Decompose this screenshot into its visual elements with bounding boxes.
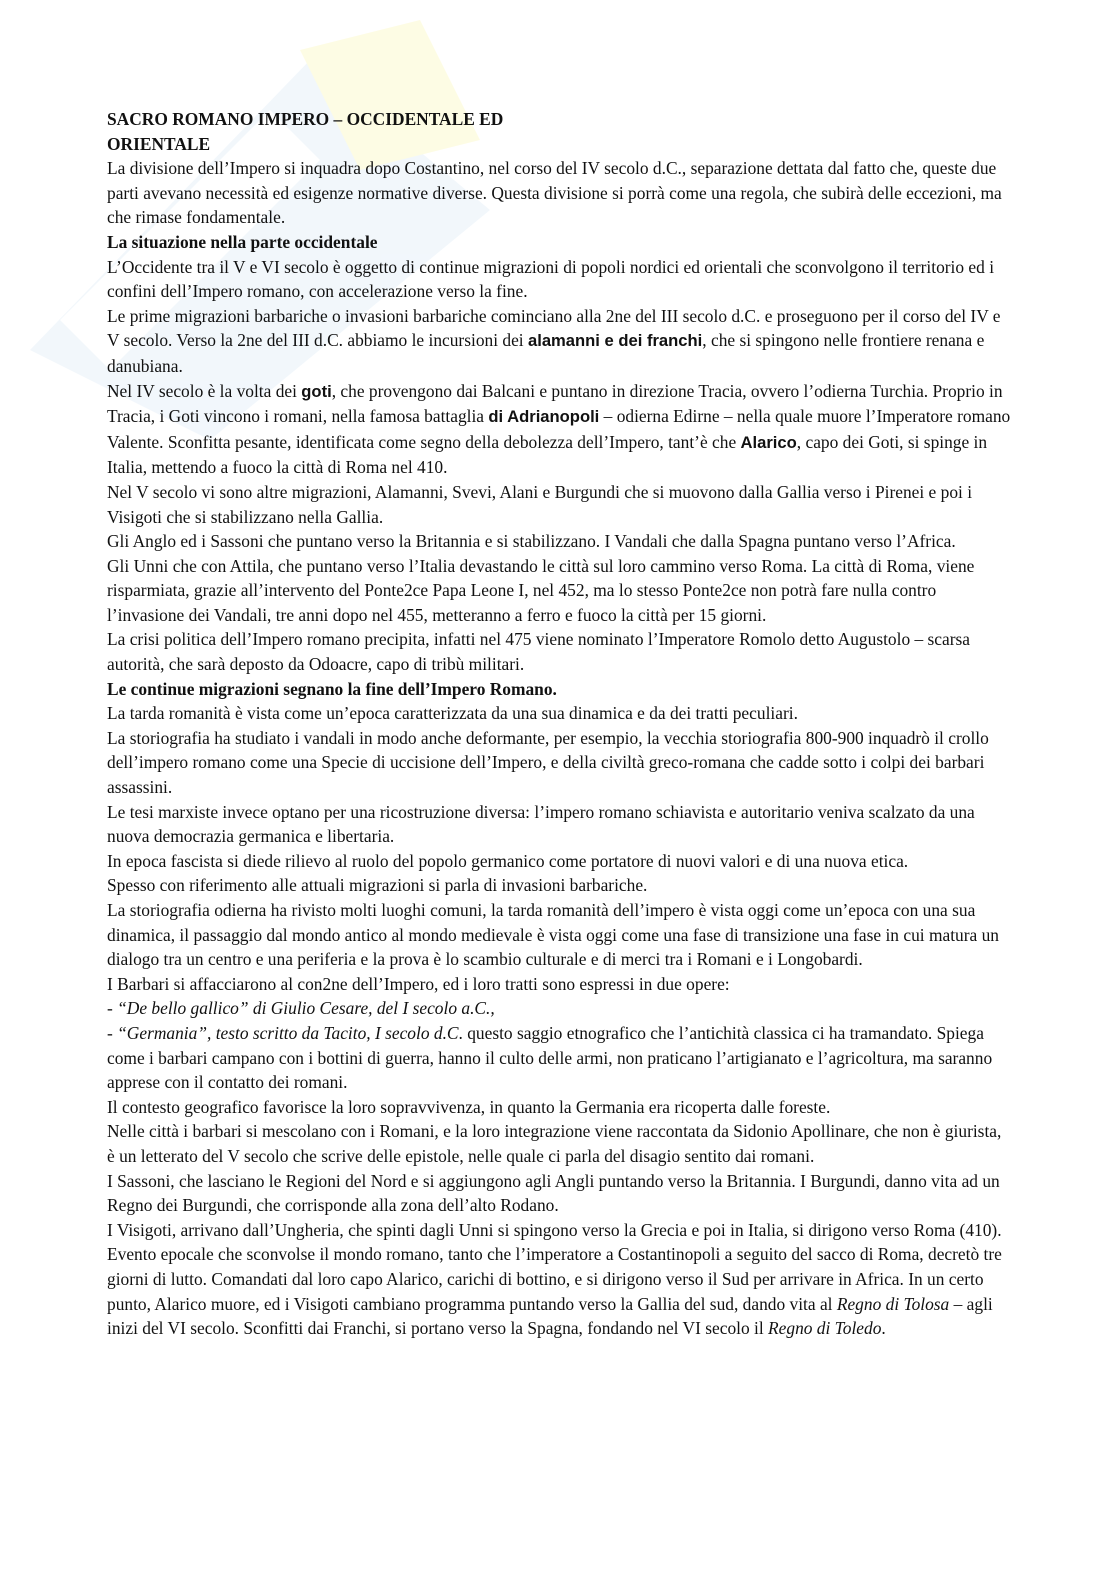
emphasis-goti: goti bbox=[301, 381, 332, 401]
emphasis-adrianopoli: di Adrianopoli bbox=[488, 407, 600, 427]
emphasis-alarico: Alarico bbox=[740, 432, 797, 452]
paragraph-integration: Nelle città i barbari si mescolano con i Romani, e la loro integrazione viene raccontata da Sidonio Apollinare, che non è giurista, è un letterato del V secolo che scrive delle epistole, nelle quale ci parla del disagio sentito dai romani. bbox=[107, 1121, 1002, 1166]
paragraph-fifth-century: Nel V secolo vi sono altre migrazioni, Alamanni, Svevi, Alani e Burgundi che si muovono dalla Gallia verso i Pirenei e poi i Visigoti che si stabilizzano nella Gallia. bbox=[107, 481, 973, 527]
paragraph-historiography: La storiografia ha studiato i vandali in modo anche deformante, per esempio, la vecchia storiografia 800-900 inquadrò il crollo dell’impero romano come una Specie di uccisione dell’Impero, e della civiltà greco-romana che cadde sotto i colpi dei barbari assassini. bbox=[107, 727, 989, 798]
paragraph-first-invasions: Le prime migrazioni barbariche o invasioni barbariche cominciano alla 2ne del III secolo d.C. e proseguono per il corso del IV e V secolo. Verso la 2ne del III d.C. abbiamo le incursioni dei alamanni e dei franchi, che si spingono nelle frontiere renana e danubiana. bbox=[107, 305, 1001, 376]
heading-western-situation: La situazione nella parte occidentale bbox=[107, 231, 378, 252]
document-page bbox=[107, 107, 1012, 1341]
paragraph-barbarians-works: I Barbari si affacciarono al con2ne dell’Impero, ed i loro tratti sono espressi in due opere: bbox=[107, 973, 730, 994]
document-title-line-1: SACRO ROMANO IMPERO – OCCIDENTALE ED bbox=[107, 109, 504, 129]
paragraph-current-migrations: Spesso con riferimento alle attuali migrazioni si parla di invasioni barbariche. bbox=[107, 875, 648, 896]
paragraph-division: La divisione dell’Impero si inquadra dopo Costantino, nel corso del IV secolo d.C., separazione dettata dal fatto che, queste due parti avevano necessità ed esigenze normative diverse. Questa divisione si porrà come una regola, che subirà delle eccezioni, ma che rimase fondamentale. bbox=[107, 158, 1002, 228]
emphasis-alamanni-franchi: alamanni e dei franchi bbox=[527, 331, 703, 351]
paragraph-visigoths: I Visigoti, arrivano dall’Ungheria, che spinti dagli Unni si spingono verso la Grecia e poi in Italia, si dirigono verso Roma (410). Evento epocale che sconvolse il mondo romano, tanto che l’imperatore a Costantinopoli a seguito del sacco di Roma, decretò tre giorni di lutto. Comandati dal loro capo Alarico, carichi di bottino, e si dirigono verso il Sud per arrivare in Africa. In un certo punto, Alarico muore, ed i Visigoti cambiano programma puntando verso la Gallia del sud, dando vita al Regno di Tolosa – agli inizi del VI secolo. Sconfitti dai Franchi, si portano verso la Spagna, fondando nel VI secolo il Regno di Toledo. bbox=[107, 1219, 1002, 1339]
paragraph-late-roman: La tarda romanità è vista come un’epoca caratterizzata da una sua dinamica e da dei tratti peculiari. bbox=[107, 703, 798, 724]
paragraph-marxist: Le tesi marxiste invece optano per una ricostruzione diversa: l’impero romano schiavista e autoritario veniva scalzato da una nuova democrazia germanica e libertaria. bbox=[107, 801, 975, 847]
heading-end-of-empire: Le continue migrazioni segnano la fine dell’Impero Romano. bbox=[107, 678, 557, 699]
paragraph-political-crisis: La crisi politica dell’Impero romano precipita, infatti nel 475 viene nominato l’Imperatore Romolo detto Augustolo – scarsa autorità, che sarà deposto da Odoacre, capo di tribù militari. bbox=[107, 629, 971, 675]
emphasis-regno-toledo: Regno di Toledo bbox=[768, 1318, 882, 1339]
paragraph-saxons-burgundians: I Sassoni, che lasciano le Regioni del Nord e si aggiungono agli Angli puntando verso la Britannia. I Burgundi, danno vita ad un Regno dei Burgundi, che corrisponde alla zona dell’alto Rodano. bbox=[107, 1170, 1000, 1216]
paragraph-geography: Il contesto geografico favorisce la loro sopravvivenza, in quanto la Germania era ricoperta dalle foreste. bbox=[107, 1096, 831, 1117]
document-title-line-2: ORIENTALE bbox=[107, 133, 211, 154]
paragraph-fascist: In epoca fascista si diede rilievo al ruolo del popolo germanico come portatore di nuovi valori e di una nuova etica. bbox=[107, 850, 909, 871]
paragraph-west-migrations: L’Occidente tra il V e VI secolo è oggetto di continue migrazioni di popoli nordici ed orientali che sconvolgono il territorio ed i confini dell’Impero romano, con accelerazione verso la fine. bbox=[107, 256, 995, 302]
paragraph-anglo-saxons: Gli Anglo ed i Sassoni che puntano verso la Britannia e si stabilizzano. I Vandali che dalla Spagna puntano verso l’Africa. bbox=[107, 531, 956, 552]
emphasis-regno-tolosa: Regno di Tolosa bbox=[836, 1293, 950, 1314]
paragraph-modern-historiography: La storiografia odierna ha rivisto molti luoghi comuni, la tarda romanità dell’impero è vista oggi come un’epoca con una sua dinamica, il passaggio dal mondo antico al mondo medievale è vista oggi come una fase di transizione una fase in cui matura un dialogo tra un centro e una periferia e la prova è lo scambio culturale e di merci tra i Romani e i Longobardi. bbox=[107, 900, 999, 970]
paragraph-huns: Gli Unni che con Attila, che puntano verso l’Italia devastando le città sul loro cammino verso Roma. La città di Roma, viene risparmiata, grazie all’intervento del Ponte2ce Papa Leone I, nel 452, ma lo stesso Ponte2ce non potrà fare nulla contro l’invasione dei Vandali, tre anni dopo nel 455, metteranno a ferro e fuoco la città per 15 giorni. bbox=[107, 555, 975, 625]
paragraph-goths: Nel IV secolo è la volta dei goti, che provengono dai Balcani e puntano in direzione Tracia, ovvero l’odierna Turchia. Proprio in Tracia, i Goti vincono i romani, nella famosa battaglia di Adrianopoli – odierna Edirne – nella quale muore l’Imperatore romano Valente. Sconfitta pesante, identificata come segno della debolezza dell’Impero, tant’è che Alarico, capo dei Goti, si spinge in Italia, mettendo a fuoco la città di Roma nel 410. bbox=[107, 380, 1011, 478]
list-item-germania: - “Germania”, testo scritto da Tacito, I secolo d.C. questo saggio etnografico che l’antichità classica ci ha tramandato. Spiega come i barbari campano con i bottini di guerra, hanno il culto delle armi, non praticano l’artigianato e l’agricoltura, ma saranno apprese con il contatto dei romani. bbox=[107, 1022, 993, 1093]
list-item-de-bello-gallico: - “De bello gallico” di Giulio Cesare, del I secolo a.C., bbox=[107, 998, 495, 1019]
